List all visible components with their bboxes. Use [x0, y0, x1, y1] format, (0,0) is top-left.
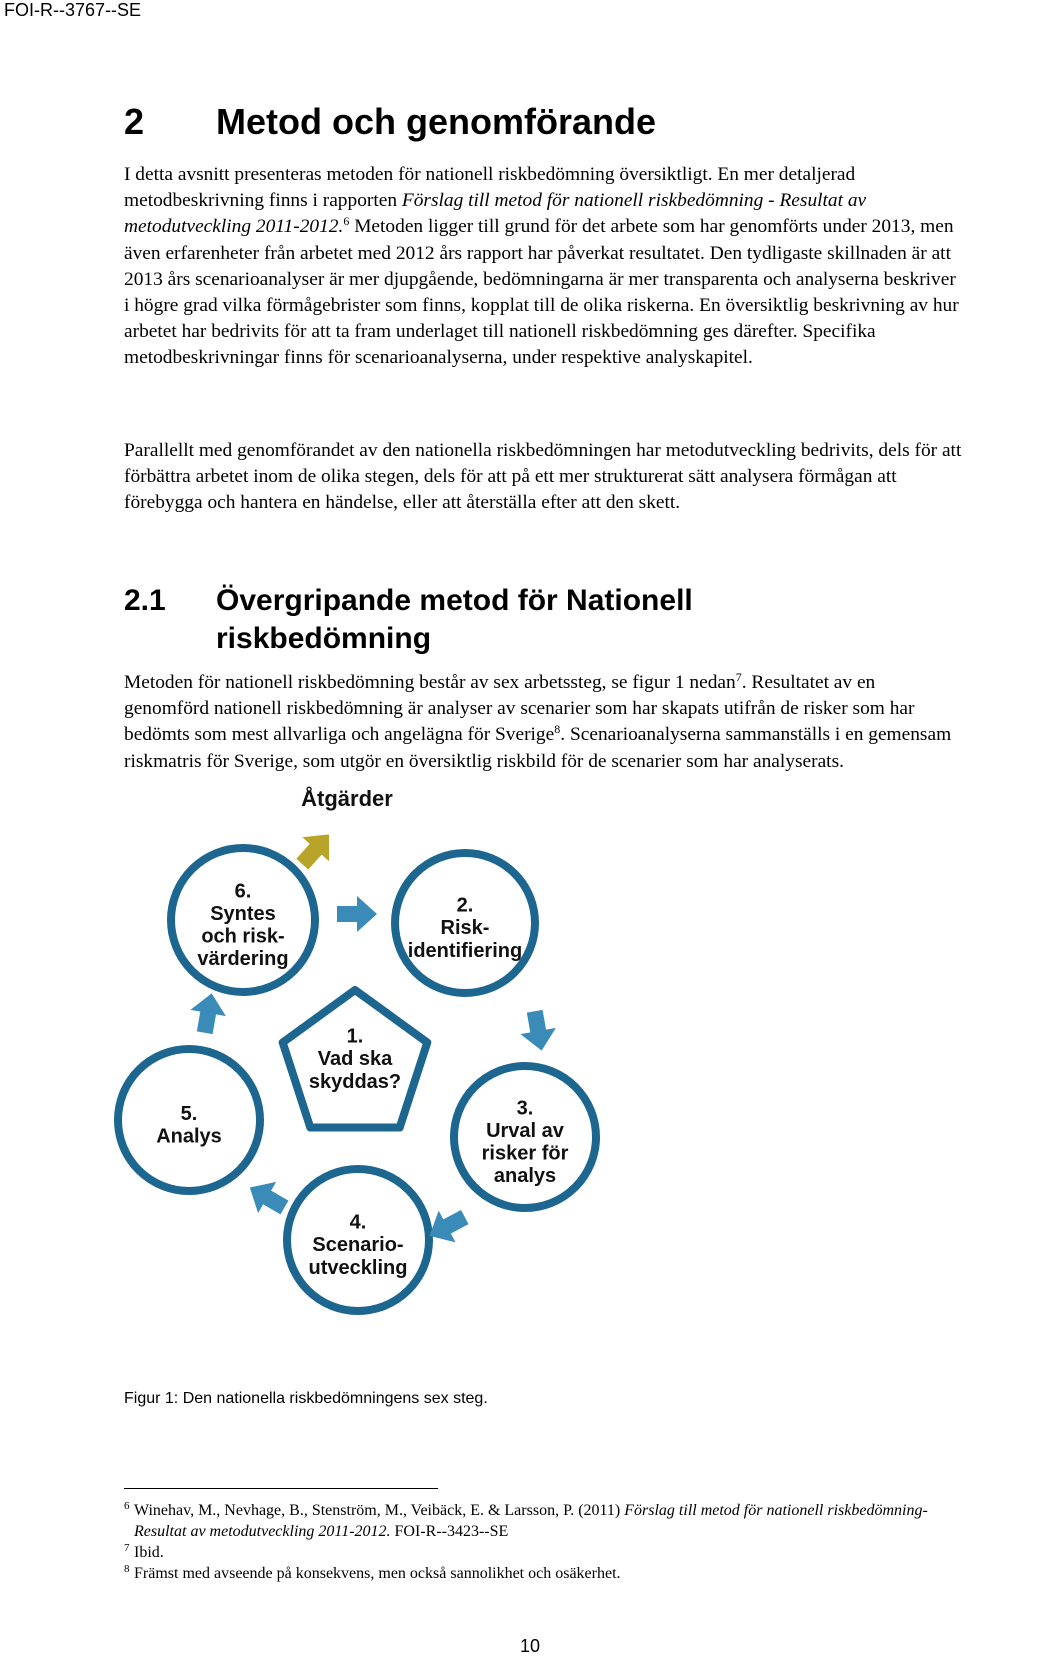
process-cycle-diagram [118, 785, 648, 1366]
step-label-line: 5. [180, 1102, 198, 1125]
footnotes [124, 1500, 944, 1584]
flow-arrow-icon [517, 1008, 559, 1054]
step-label-line: risker för [481, 1142, 569, 1165]
footnote-ref-8[interactable]: 8 [554, 722, 561, 737]
step-label-line: Urval av [486, 1119, 564, 1142]
step-label-line: Scenario- [312, 1234, 404, 1257]
footnote-text: Främst med avseende på konsekvens, men också sannolikhet och osäkerhet. [134, 1565, 621, 1582]
step-label-line: värdering [197, 948, 289, 971]
footnote-ref-7[interactable]: 7 [735, 670, 742, 684]
footnote-report-number: FOI-R--3423--SE [390, 1523, 509, 1540]
step-label-line: Vad ska [317, 1048, 393, 1071]
p1-text-before: I detta avsnitt presenteras metoden för nationell riskbedömning översiktligt. En mer detaljerad metodbeskrivning finns i rapporten [124, 164, 856, 212]
step-3 [454, 1066, 596, 1208]
footnote-title: Förslag till metod för nationell riskbedömning- Resultat av metodutveckling 2011-2012. [134, 1502, 928, 1540]
page-number: 10 [519, 1636, 541, 1656]
footnote-ref-6[interactable]: 6 [343, 214, 350, 229]
process-figure [118, 785, 648, 1366]
intro-paragraph [124, 162, 964, 372]
footnote-8 [124, 1563, 944, 1584]
section-title: Metod och genomförande [216, 101, 656, 142]
footnote-number: 8 [124, 1563, 130, 1575]
step-label-line: 3. [516, 1097, 534, 1120]
footnote-7 [124, 1542, 944, 1563]
step-5 [118, 1049, 260, 1191]
p3-text-b: . Resultatet av en genomförd nationell riskbedömning är analyser av scenarier som har skapats utifrån de risker som har bedömts som mest allvarliga och angelägna för Sverige [124, 672, 915, 746]
step-4 [287, 1169, 429, 1311]
flow-arrow-icon [337, 896, 377, 932]
step-label-line: Risk- [440, 917, 490, 940]
footnote-authors: Winehav, M., Nevhage, B., Stenström, M., Veibäck, E. & Larsson, P. (2011) [134, 1502, 625, 1519]
step-label-line: och risk- [201, 925, 285, 948]
step-label-line: skyddas? [308, 1070, 402, 1093]
footnote-text: Ibid. [134, 1544, 164, 1561]
flow-arrow-icon [187, 990, 229, 1036]
step-label-line: utveckling [308, 1256, 408, 1279]
step-label-line: Syntes [210, 902, 276, 925]
footnote-separator [124, 1488, 438, 1489]
step-1 [283, 990, 428, 1128]
section-number: 2 [124, 101, 145, 142]
section-heading [124, 100, 656, 144]
report-id: FOI-R--3767--SE [4, 0, 142, 20]
p3-text-c: . Scenarioanalyserna sammanställs i en gemensam riskmatris för Sverige, som utgör en översiktlig riskbild för de scenarier som har analyserats. [124, 724, 952, 772]
p1-text-after: Metoden ligger till grund för det arbete som har genomförts under 2013, men även erfarenheter från arbetet med 2012 års rapport har påverkat resultatet. Den tydligaste skillnaden är att 2013 års scenarioanalyser är mer djupgående, bedömningarna är mer transparenta och analyserna beskriver i högre grad vilka förmågebrister som finns, kopplat till de olika riskerna. En översiktlig beskrivning av hur arbetet har bedrivits för att ta fram underlaget till nationell riskbedömning ges därefter. Specifika metodbeskrivningar finns för scenarioanalyserna, under respektive analyskapitel. [124, 216, 959, 369]
footnote-number: 7 [124, 1542, 130, 1554]
step-6 [171, 848, 315, 992]
step-label-line: 1. [346, 1025, 364, 1048]
step-label-line: Analys [156, 1125, 222, 1148]
step-label-line: 2. [456, 894, 474, 917]
p1-report-title: Förslag till metod för nationell riskbedömning - Resultat av metodutveckling 2011-2012. [124, 190, 867, 238]
step-label-line: 4. [349, 1211, 367, 1234]
step-label-line: 6. [234, 880, 252, 903]
output-label: Åtgärder [301, 785, 393, 811]
step-label-line: analys [493, 1165, 557, 1188]
subsection-number: 2.1 [124, 584, 166, 617]
p3-text-a: Metoden för nationell riskbedömning består av sex arbetssteg, se figur 1 nedan [124, 672, 736, 693]
method-development-paragraph: Parallellt med genomförandet av den nationella riskbedömningen har metodutveckling bedrivits, dels för att förbättra arbetet inom de olika stegen, dels för att på ett mer strukturerat sätt analysera förmågan att förebygga och hantera en händelse, eller att återställa efter att den skett. [124, 440, 962, 514]
step-label-line: identifiering [407, 939, 523, 962]
figure-caption: Figur 1: Den nationella riskbedömningens sex steg. [124, 1390, 488, 1407]
step-2 [395, 853, 535, 993]
overview-paragraph [124, 670, 964, 775]
flow-arrow-icon [241, 1172, 294, 1223]
footnote-number: 6 [124, 1500, 130, 1512]
footnote-6 [124, 1500, 944, 1542]
subsection-title: Övergripande metod för Nationell riskbedömning [216, 584, 693, 655]
subsection-heading [124, 582, 776, 658]
